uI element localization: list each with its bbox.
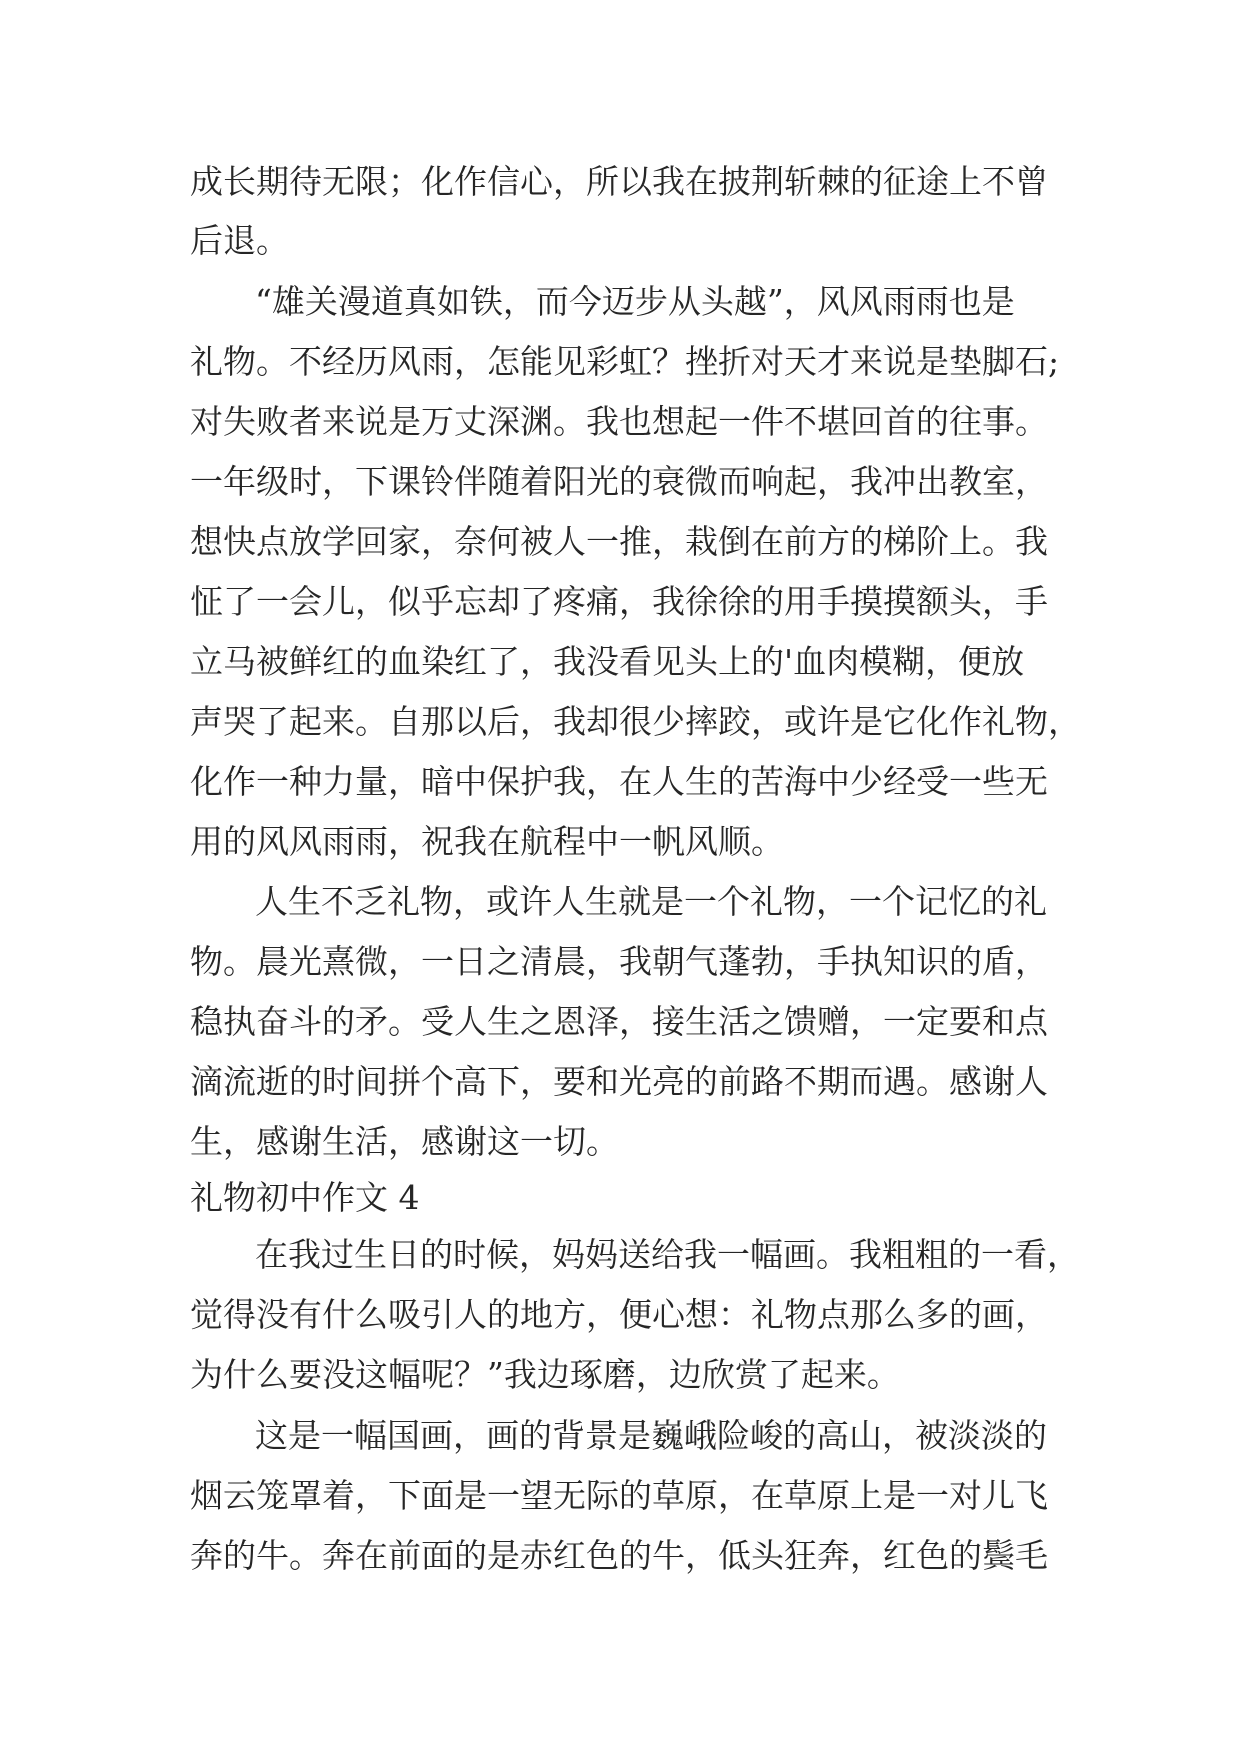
paragraph-first-line: 这是一幅国画，画的背景是巍峨险峻的高山，被淡淡的 <box>255 1416 1047 1455</box>
text-line: 想快点放学回家，奈何被人一推，栽倒在前方的梯阶上。我 <box>190 522 1048 561</box>
text-line: 烟云笼罩着，下面是一望无际的草原，在草原上是一对儿飞 <box>190 1476 1048 1515</box>
paragraph-first-line: “雄关漫道真如铁，而今迈步从头越”，风风雨雨也是 <box>255 282 1015 321</box>
text-line: 一年级时，下课铃伴随着阳光的衰微而响起，我冲出教室， <box>190 462 1048 501</box>
section-heading: 礼物初中作文 4 <box>190 1178 420 1217</box>
text-line: 觉得没有什么吸引人的地方，便心想：礼物点那么多的画， <box>190 1295 1048 1334</box>
text-line: 为什么要没这幅呢？”我边琢磨，边欣赏了起来。 <box>190 1355 900 1394</box>
text-line: 怔了一会儿，似乎忘却了疼痛，我徐徐的用手摸摸额头，手 <box>190 582 1048 621</box>
text-line: 立马被鲜红的血染红了，我没看见头上的'血肉模糊，便放 <box>190 642 1025 681</box>
text-line: 对失败者来说是万丈深渊。我也想起一件不堪回首的往事。 <box>190 402 1048 441</box>
text-line: 声哭了起来。自那以后，我却很少摔跤，或许是它化作礼物， <box>190 702 1081 741</box>
text-line: 滴流逝的时间拼个高下，要和光亮的前路不期而遇。感谢人 <box>190 1062 1048 1101</box>
text-line: 奔的牛。奔在前面的是赤红色的牛，低头狂奔，红色的鬓毛 <box>190 1536 1048 1575</box>
paragraph-first-line: 在我过生日的时候，妈妈送给我一幅画。我粗粗的一看， <box>255 1235 1080 1274</box>
text-line: 物。晨光熹微，一日之清晨，我朝气蓬勃，手执知识的盾， <box>190 942 1048 981</box>
text-line: 礼物。不经历风雨，怎能见彩虹？挫折对天才来说是垫脚石; <box>190 342 1060 381</box>
paragraph-first-line: 人生不乏礼物，或许人生就是一个礼物，一个记忆的礼 <box>255 882 1047 921</box>
text-line: 化作一种力量，暗中保护我，在人生的苦海中少经受一些无 <box>190 762 1048 801</box>
text-line: 生，感谢生活，感谢这一切。 <box>190 1122 619 1161</box>
text-line: 后退。 <box>190 221 289 260</box>
text-line: 成长期待无限；化作信心，所以我在披荆斩棘的征途上不曾 <box>190 162 1048 201</box>
text-line: 稳执奋斗的矛。受人生之恩泽，接生活之馈赠，一定要和点 <box>190 1002 1048 1041</box>
text-line: 用的风风雨雨，祝我在航程中一帆风顺。 <box>190 822 784 861</box>
